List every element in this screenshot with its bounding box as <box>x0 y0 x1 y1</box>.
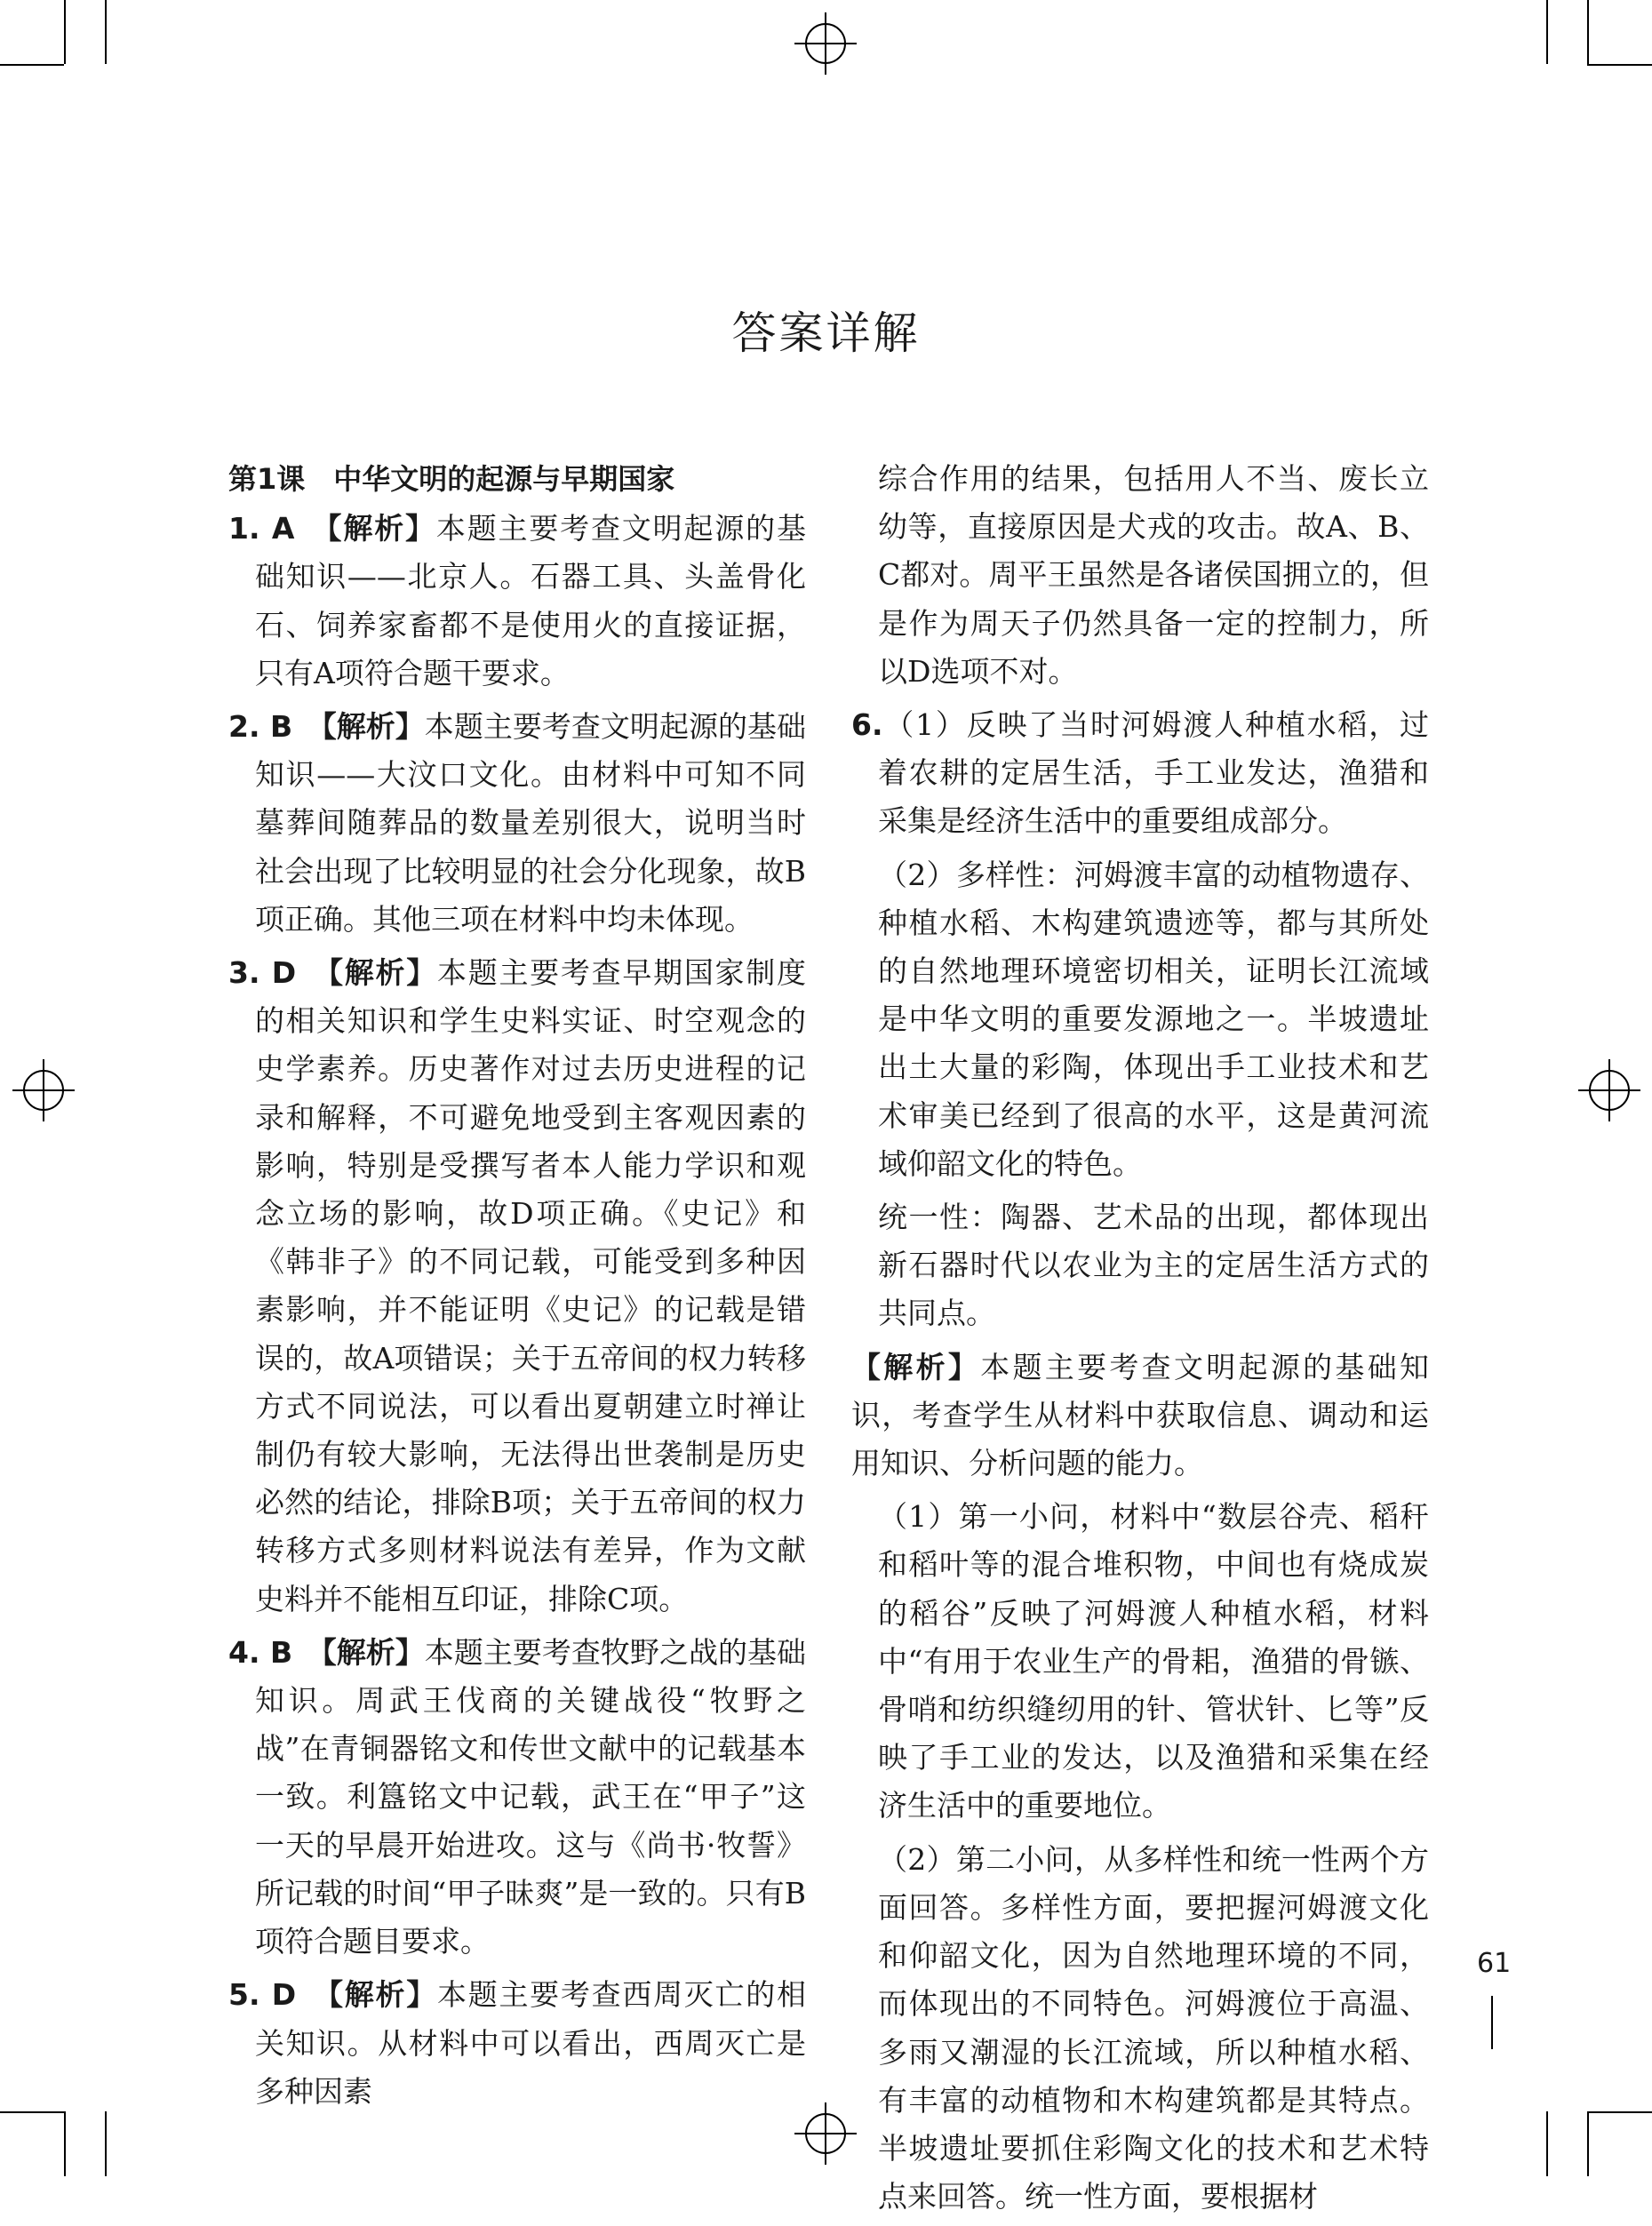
analysis-tag: 【解析】 <box>322 1634 425 1670</box>
registration-mark-left <box>12 1059 75 1121</box>
answer-text: 本题主要考查文明起源的基础知识——大汶口文化。由材料中可知不同墓葬间随葬品的数量差别很大，说明当时社会出现了比较明显的社会分化现象，故B项正确。其他三项在材料中均未体现。 <box>255 709 807 937</box>
crop-mark <box>1587 64 1652 66</box>
page-number: 61 <box>1477 1948 1512 1979</box>
analysis-part-1: （1）第一小问，材料中“数层谷壳、稻秆和稻叶等的混合堆积物，中间也有烧成炭的稻谷”反映了河姆渡人种植水稻，材料中“有用于农业生产的骨耜，渔猎的骨镞、骨哨和纺织缝纫用的针、管状针、匕等”反映了手工业的发达，以及渔猎和采集在经济生活中的重要地位。 <box>878 1499 1429 1823</box>
answer-text: 本题主要考查牧野之战的基础知识。周武王伐商的关键战役“牧野之战”在青铜器铭文和传世文献中的记载基本一致。利簋铭文中记载，武王在“甲子”这一天的早晨开始进攻。这与《尚书·牧誓》所记载的时间“甲子昧爽”是一致的。只有B项符合题目要求。 <box>255 1634 807 1959</box>
analysis-tag: 【解析】 <box>851 1349 981 1384</box>
crop-mark <box>0 2111 64 2113</box>
crop-mark <box>1546 0 1548 64</box>
page-title: 答案详解 <box>731 307 921 359</box>
analysis-tag: 【解析】 <box>327 511 436 547</box>
answer-item-5-continued: 综合作用的结果，包括用人不当、废长立幼等，直接原因是犬戎的攻击。故A、B、C都对。周平王虽然是各诸侯国拥立的，但是作为周天子仍然具备一定的控制力，所以D选项不对。 <box>878 461 1429 689</box>
crop-mark <box>105 0 107 64</box>
crop-mark <box>64 2111 66 2176</box>
crop-mark <box>1546 2111 1548 2176</box>
answer-number: 2. B <box>228 709 293 745</box>
registration-mark-top <box>794 12 857 75</box>
left-column <box>228 455 806 2121</box>
crop-mark <box>1587 2111 1589 2176</box>
answer-part-1: （1）反映了当时河姆渡人种植水稻，过着农耕的定居生活，手工业发达，渔猎和采集是经济生活中的重要组成部分。 <box>878 707 1429 839</box>
answer-number: 4. B <box>228 1634 293 1670</box>
answer-number: 3. D <box>228 955 297 991</box>
analysis-part-2: （2）第二小问，从多样性和统一性两个方面回答。多样性方面，要把握河姆渡文化和仰韶文化，因为自然地理环境的不同，而体现出的不同特色。河姆渡位于高温、多雨又潮湿的长江流域，所以种植水稻、有丰富的动植物和木构建筑都是其特点。半坡遗址要抓住彩陶文化的技术和艺术特点来回答。统一性方面，要根据材 <box>878 1841 1429 2214</box>
crop-mark <box>0 64 64 66</box>
answer-item-1 <box>228 505 806 698</box>
analysis-tag: 【解析】 <box>328 1977 437 2013</box>
crop-mark <box>64 0 66 64</box>
answer-number: 6. <box>851 707 883 743</box>
answer-number: 1. A <box>228 511 295 547</box>
crop-mark <box>1587 2111 1652 2113</box>
page-number-rule <box>1491 1996 1493 2049</box>
answer-part-2-diversity: （2）多样性：河姆渡丰富的动植物遗存、种植水稻、木构建筑遗迹等，都与其所处的自然地理环境密切相关，证明长江流域是中华文明的重要发源地之一。半坡遗址出土大量的彩陶，体现出手工业技术和艺术审美已经到了很高的水平，这是黄河流域仰韶文化的特色。 <box>878 857 1429 1181</box>
analysis-tag: 【解析】 <box>328 955 437 991</box>
crop-mark <box>1587 0 1589 64</box>
right-column <box>851 455 1429 2226</box>
answer-part-2-unity: 统一性：陶器、艺术品的出现，都体现出新石器时代以农业为主的定居生活方式的共同点。 <box>878 1200 1429 1331</box>
answer-text: 本题主要考查西周灭亡的相关知识。从材料中可以看出，西周灭亡是多种因素 <box>255 1977 807 2109</box>
answer-item-5 <box>228 1971 806 2116</box>
section-heading: 第1课 中华文明的起源与早期国家 <box>228 462 675 496</box>
crop-mark <box>105 2111 107 2176</box>
answer-item-2 <box>228 703 806 944</box>
registration-mark-right <box>1578 1059 1640 1121</box>
analysis-paragraph <box>851 1344 1429 1488</box>
answer-item-3 <box>228 949 806 1624</box>
analysis-text: 本题主要考查文明起源的基础知识，考查学生从材料中获取信息、调动和运用知识、分析问题的能力。 <box>851 1349 1430 1481</box>
analysis-tag: 【解析】 <box>322 709 425 745</box>
answer-item-6 <box>851 701 1429 846</box>
answer-item-4 <box>228 1629 806 1966</box>
answer-text: 本题主要考查早期国家制度的相关知识和学生史料实证、时空观念的史学素养。历史著作对过去历史进程的记录和解释，不可避免地受到主客观因素的影响，特别是受撰写者本人能力学识和观念立场的影响，故D项正确。《史记》和《韩非子》的不同记载，可能受到多种因素影响，并不能证明《史记》的记载是错误的，故A项错误；关于五帝间的权力转移方式不同说法，可以看出夏朝建立时禅让制仍有较大影响，无法得出世袭制是历史必然的结论，排除B项；关于五帝间的权力转移方式多则材料说法有差异，作为文献史料并不能相互印证，排除C项。 <box>255 955 807 1616</box>
answer-text: 本题主要考查文明起源的基础知识——北京人。石器工具、头盖骨化石、饲养家畜都不是使用火的直接证据，只有A项符合题干要求。 <box>255 511 807 690</box>
answer-number: 5. D <box>228 1977 297 2013</box>
